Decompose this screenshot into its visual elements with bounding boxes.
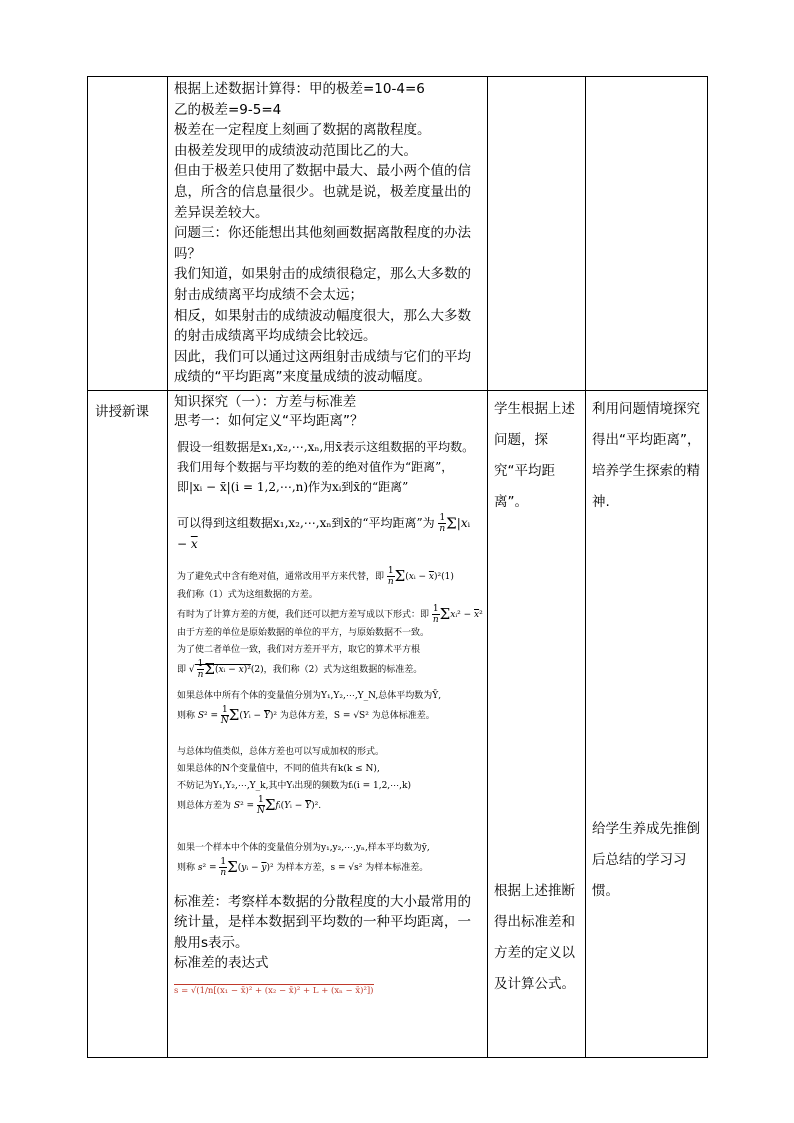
text-line: 乙的极差=9-5=4: [174, 101, 282, 118]
fraction: $\frac{1}{N}$: [256, 794, 265, 816]
sigma-symbol: Σ: [227, 857, 238, 876]
text-line: 极差在一定程度上刻画了数据的离散程度。: [174, 122, 431, 139]
formula-line: 为了避免式中含有绝对值，通常改用平方来代替，即 $\frac{1}{n}$ Σ(xᵢ − $\overline{x})^2(1)$: [177, 565, 454, 587]
fraction: $\frac{1}{n}$: [439, 512, 446, 534]
text-line: 我们知道，如果射击的成绩很稳定，那么大多数的射击成绩离平均成绩不会太远；: [174, 266, 471, 303]
formula-line: 我们称（1）式为这组数据的方差。: [177, 589, 318, 600]
formula-line: 与总体均值类似，总体方差也可以写成加权的形式。: [177, 746, 385, 757]
formula-line: 由于方差的单位是原始数据的单位的平方，与原始数据不一致。: [177, 627, 430, 638]
formula-line: 即|xᵢ − x̄|(i = 1,2,⋯,n)作为xᵢ到x̄的“距离”: [177, 479, 409, 494]
content-cell: [168, 390, 488, 1057]
table-row: [88, 390, 708, 1057]
formula-line: 为了使二者单位一致，我们对方差开平方，取它的算术平方根: [177, 644, 421, 655]
paragraph: 标准差的表达式: [174, 955, 269, 972]
section-heading: 知识探究（一）：方差与标准差: [174, 393, 357, 410]
formula-text: 为样本方差，s = √s² 为样本标准差。: [276, 862, 429, 873]
formula-text: 为了避免式中含有绝对值，通常改用平方来代替，即: [177, 571, 385, 582]
calculation-cell: [168, 77, 488, 391]
formula-line: 则称 S² = $\frac{1}{N}$ Σ(Yᵢ − $\overline{Y})^2$ 为总体方差，S = √S² 为总体标准差。: [177, 704, 435, 726]
fraction: $\frac{1}{n}$: [432, 603, 439, 625]
text-line: 但由于极差只使用了数据中最大、最小两个值的信息，所含的信息量很少。也就是说，极差度量出的差异误差较大。: [174, 163, 471, 221]
text-block: 给学生养成先推倒后总结的学习习惯。: [592, 820, 700, 899]
formula-line: 如果总体中所有个体的变量值分别为Y₁,Y₂,⋯,Y_N,总体平均数为Ȳ,: [177, 690, 442, 701]
paragraph: 标准差：考察样本数据的分散程度的大小最常用的统计量，是样本数据到平均数的一种平均距离，一般用s表示。: [174, 893, 471, 951]
formula-line: 不妨记为Y₁,Y₂,⋯,Y_k,其中Yᵢ出现的频数为fᵢ(i = 1,2,⋯,k): [177, 780, 411, 791]
formula-line: 则称 s² = $\frac{1}{n}$ Σ(yᵢ − $\overline{y})^2$ 为样本方差，s = √s² 为样本标准差。: [177, 856, 429, 878]
text-line: 根据上述数据计算得：甲的极差=10-4=6: [174, 81, 425, 97]
design-intent-cell: [586, 390, 708, 1057]
formula-text: 则总体方差为: [177, 800, 232, 811]
formula-line: 可以得到这组数据x₁,x₂,⋯,xₙ到x̄的“平均距离”为 $\frac{1}{n}$ Σ|xᵢ − $\overline{x}$: [177, 512, 471, 551]
formula-text: ，我们称（2）式为这组数据的标准差。: [263, 664, 423, 675]
text-block: 利用问题情境探究得出“平均距离”，培养学生探索的精神.: [592, 400, 701, 510]
formula-line: 我们用每个数据与平均数的差的绝对值作为“距离”，: [177, 459, 454, 474]
formula-line: 如果一个样本中个体的变量值分别为y₁,y₂,⋯,yₙ,样本平均数为ȳ,: [177, 842, 430, 853]
sigma-symbol: Σ: [264, 795, 276, 814]
std-formula: s = √(1/n[(x₁ − x̄)² + (x₂ − x̄)² + L + (xₙ − x̄)²]): [174, 985, 374, 996]
fraction: $\frac{1}{n}$: [387, 565, 394, 587]
student-activity-cell: [488, 390, 586, 1057]
formula-line: 如果总体的N个变量值中，不同的值共有k(k ≤ N),: [177, 763, 380, 774]
fraction: $\frac{1}{n}$: [197, 658, 204, 680]
sigma-symbol: Σ: [394, 566, 406, 585]
formula-line: 则总体方差为 S² = $\frac{1}{N}$ Σfᵢ(Yᵢ − $\overline{Y})^2$.: [177, 794, 322, 816]
lesson-plan-table: [87, 76, 708, 1058]
empty-cell: [488, 77, 586, 391]
sigma-symbol: Σ: [446, 514, 457, 533]
text-block: 根据上述推断得出标准差和方差的定义以及计算公式。: [494, 882, 575, 992]
text-line: 因此，我们可以通过这两组射击成绩与它们的平均成绩的“平均距离”来度量成绩的波动幅度。: [174, 348, 471, 386]
text-line: 问题三：你还能想出其他刻画数据离散程度的办法吗？: [174, 225, 471, 262]
formula-text: 有时为了计算方差的方便，我们还可以把方差写成以下形式：即: [177, 609, 430, 620]
formula-line: 即 √ $\frac{1}{n}$ Σ(xᵢ − $\overline{x})^2(2)$，我们称（2）式为这组数据的标准差。: [177, 658, 423, 680]
fraction: $\frac{1}{N}$: [220, 704, 229, 726]
formula-line: 假设一组数据是x₁,x₂,⋯,xₙ,用x̄表示这组数据的平均数。: [177, 439, 475, 454]
formula-text: 可以得到这组数据x₁,x₂,⋯,xₙ到x̄的“平均距离”为: [177, 515, 435, 530]
fraction: $\frac{1}{n}$: [220, 856, 227, 878]
section-label: 讲授新课: [88, 390, 168, 1057]
table-row: [88, 77, 708, 391]
text-block: 学生根据上述问题，探究“平均距离”。: [494, 400, 575, 510]
empty-cell: [88, 77, 168, 391]
sigma-symbol: Σ: [204, 659, 215, 678]
sigma-symbol: Σ: [439, 604, 451, 623]
sigma-symbol: Σ: [228, 705, 240, 724]
formula-text: 为总体方差，S = √S² 为总体标准差。: [279, 710, 435, 721]
empty-cell: [586, 77, 708, 391]
text-line: 由极差发现甲的成绩波动范围比乙的大。: [174, 142, 417, 159]
question-heading: 思考一：如何定义“平均距离”？: [174, 412, 364, 429]
text-line: 相反，如果射击的成绩波动幅度很大，那么大多数的射击成绩离平均成绩会比较远。: [174, 307, 471, 345]
formula-line: 有时为了计算方差的方便，我们还可以把方差写成以下形式：即 $\frac{1}{n}$ Σxᵢ² − $\overline{x}^2$: [177, 603, 483, 625]
